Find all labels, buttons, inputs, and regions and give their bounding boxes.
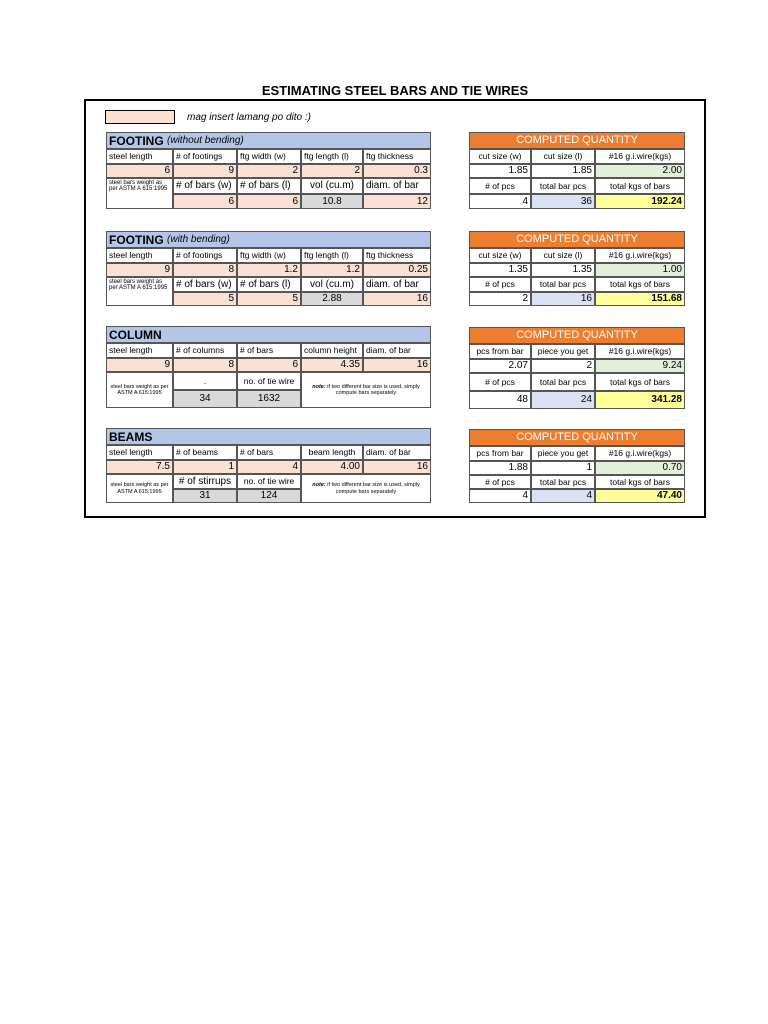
beams-input-diam[interactable]: 16 (363, 460, 431, 474)
column-lbl-dot: . (173, 372, 237, 390)
footing2-astm-note: steel bars weight as per ASTM A 615:1995 (106, 277, 173, 306)
footing1-lbl-bars-w: # of bars (w) (173, 178, 237, 194)
beams-input-beams[interactable]: 1 (173, 460, 237, 474)
column-total-kgs: 341.28 (595, 391, 685, 409)
footing2-input-thickness[interactable]: 0.25 (363, 263, 431, 277)
beams-hdr-length: beam length (301, 445, 363, 460)
footing1-hdr-steel-length: steel length (106, 149, 173, 164)
column-pcs-from-bar: 2.07 (469, 359, 531, 373)
column-note-text: if two different bar size is used, simply compute bars separately (325, 383, 420, 396)
beams-note-text: if two different bar size is used, simply compute bars separately (325, 482, 420, 495)
beams-hdr-total-kgs: total kgs of bars (595, 475, 685, 489)
footing1-total-kgs: 192.24 (595, 194, 685, 209)
footing1-hdr-thickness: ftg thickness (363, 149, 431, 164)
footing1-input-bars-l[interactable]: 6 (237, 194, 301, 209)
beams-hdr-total-pcs: total bar pcs (531, 475, 595, 489)
column-title: COLUMN (109, 327, 162, 342)
beams-hdr-pcs: # of pcs (469, 475, 531, 489)
footing1-output-vol: 10.8 (301, 194, 363, 209)
beams-lbl-tie-wire: no. of tie wire (237, 474, 301, 489)
column-hdr-pcs-from-bar: pcs from bar (469, 344, 531, 359)
column-input-diam[interactable]: 16 (363, 358, 431, 372)
column-computed-header: COMPUTED QUANTITY (469, 327, 685, 344)
footing1-lbl-bars-l: # of bars (l) (237, 178, 301, 194)
column-input-columns[interactable]: 8 (173, 358, 237, 372)
footing2-lbl-bars-l: # of bars (l) (237, 277, 301, 292)
footing2-giwire: 1.00 (595, 263, 685, 277)
beams-hdr-piece-get: piece you get (531, 446, 595, 461)
beams-hdr-pcs-from-bar: pcs from bar (469, 446, 531, 461)
beams-hdr-bars: # of bars (237, 445, 301, 460)
beams-input-steel-length[interactable]: 7.5 (106, 460, 173, 474)
column-hdr-piece-get: piece you get (531, 344, 595, 359)
beams-giwire: 0.70 (595, 461, 685, 475)
footing2-input-width[interactable]: 1.2 (237, 263, 301, 277)
footing1-input-steel-length[interactable]: 6 (106, 164, 173, 178)
footing2-subtitle: (with bending) (167, 233, 230, 245)
column-hdr-columns: # of columns (173, 343, 237, 358)
footing1-hdr-giwire: #16 g.i.wire(kgs) (595, 149, 685, 164)
beams-astm-note: steel bars weight as per ASTM A 615:1995 (106, 474, 173, 503)
beams-output-stirrups: 31 (173, 489, 237, 503)
footing2-cut-l: 1.35 (531, 263, 595, 277)
footing2-header (106, 231, 431, 248)
input-legend-text: mag insert lamang po dito :) (187, 112, 311, 123)
footing1-input-footings[interactable]: 9 (173, 164, 237, 178)
footing1-hdr-width: ftg width (w) (237, 149, 301, 164)
footing2-total-pcs: 16 (531, 292, 595, 306)
footing2-output-vol: 2.88 (301, 292, 363, 306)
column-hdr-diam: diam. of bar (363, 343, 431, 358)
beams-multi-bar-note (301, 474, 431, 503)
column-total-pcs: 24 (531, 391, 595, 409)
column-giwire: 9.24 (595, 359, 685, 373)
footing2-input-bars-w[interactable]: 5 (173, 292, 237, 306)
footing1-subtitle: (without bending) (167, 134, 244, 146)
column-input-height[interactable]: 4.35 (301, 358, 363, 372)
footing1-hdr-footings: # of footings (173, 149, 237, 164)
column-output-stirrups: 34 (173, 390, 237, 408)
column-hdr-total-kgs: total kgs of bars (595, 373, 685, 391)
footing2-cut-w: 1.35 (469, 263, 531, 277)
footing1-computed-header: COMPUTED QUANTITY (469, 132, 685, 149)
beams-title: BEAMS (109, 429, 153, 444)
column-input-bars[interactable]: 6 (237, 358, 301, 372)
input-legend-swatch (105, 110, 175, 124)
column-astm-note: steel bars weight as per ASTM A 615:1995 (106, 372, 173, 408)
beams-note-label: note: (312, 482, 326, 489)
beams-piece-get: 1 (531, 461, 595, 475)
beams-hdr-beams: # of beams (173, 445, 237, 460)
footing2-hdr-length: ftg length (l) (301, 248, 363, 263)
column-note-label: note: (312, 383, 326, 390)
footing1-cut-l: 1.85 (531, 164, 595, 178)
footing2-hdr-footings: # of footings (173, 248, 237, 263)
column-hdr-pcs: # of pcs (469, 373, 531, 391)
beams-hdr-giwire: #16 g.i.wire(kgs) (595, 446, 685, 461)
footing2-computed-header: COMPUTED QUANTITY (469, 231, 685, 248)
column-input-steel-length[interactable]: 9 (106, 358, 173, 372)
footing1-header (106, 132, 431, 149)
footing2-hdr-width: ftg width (w) (237, 248, 301, 263)
beams-output-tie-wire: 124 (237, 489, 301, 503)
footing2-hdr-steel-length: steel length (106, 248, 173, 263)
footing1-giwire: 2.00 (595, 164, 685, 178)
footing1-pcs: 4 (469, 194, 531, 209)
footing1-input-thickness[interactable]: 0.3 (363, 164, 431, 178)
footing2-lbl-diam: diam. of bar (363, 277, 431, 292)
footing1-hdr-pcs: # of pcs (469, 178, 531, 194)
page-title: ESTIMATING STEEL BARS AND TIE WIRES (261, 83, 529, 98)
footing1-hdr-cut-l: cut size (l) (531, 149, 595, 164)
footing2-hdr-cut-w: cut size (w) (469, 248, 531, 263)
footing2-pcs: 2 (469, 292, 531, 306)
footing1-input-diam[interactable]: 12 (363, 194, 431, 209)
footing1-cut-w: 1.85 (469, 164, 531, 178)
beams-lbl-stirrups: # of stirrups (173, 474, 237, 489)
column-pcs: 48 (469, 391, 531, 409)
column-piece-get: 2 (531, 359, 595, 373)
column-multi-bar-note (301, 372, 431, 408)
beams-hdr-diam: diam. of bar (363, 445, 431, 460)
beams-input-bars[interactable]: 4 (237, 460, 301, 474)
beams-total-kgs: 47.40 (595, 489, 685, 503)
column-hdr-steel-length: steel length (106, 343, 173, 358)
column-hdr-bars: # of bars (237, 343, 301, 358)
footing1-hdr-total-pcs: total bar pcs (531, 178, 595, 194)
footing2-input-steel-length[interactable]: 9 (106, 263, 173, 277)
footing2-hdr-total-pcs: total bar pcs (531, 277, 595, 292)
footing2-input-length[interactable]: 1.2 (301, 263, 363, 277)
beams-header (106, 428, 431, 445)
footing2-lbl-bars-w: # of bars (w) (173, 277, 237, 292)
footing2-hdr-pcs: # of pcs (469, 277, 531, 292)
footing2-lbl-vol: vol (cu.m) (301, 277, 363, 292)
footing2-hdr-cut-l: cut size (l) (531, 248, 595, 263)
column-hdr-total-pcs: total bar pcs (531, 373, 595, 391)
footing1-input-width[interactable]: 2 (237, 164, 301, 178)
footing1-input-bars-w[interactable]: 6 (173, 194, 237, 209)
column-lbl-tie-wire: no. of tie wire (237, 372, 301, 390)
footing2-total-kgs: 151.68 (595, 292, 685, 306)
column-hdr-height: column height (301, 343, 363, 358)
column-header (106, 326, 431, 343)
beams-pcs: 4 (469, 489, 531, 503)
footing2-input-bars-l[interactable]: 5 (237, 292, 301, 306)
beams-hdr-steel-length: steel length (106, 445, 173, 460)
column-output-tie-wire: 1632 (237, 390, 301, 408)
footing1-total-pcs: 36 (531, 194, 595, 209)
footing1-hdr-cut-w: cut size (w) (469, 149, 531, 164)
footing2-hdr-total-kgs: total kgs of bars (595, 277, 685, 292)
beams-input-length[interactable]: 4.00 (301, 460, 363, 474)
footing1-lbl-vol: vol (cu.m) (301, 178, 363, 194)
footing2-input-footings[interactable]: 8 (173, 263, 237, 277)
footing2-title: FOOTING (109, 232, 164, 247)
footing2-hdr-giwire: #16 g.i.wire(kgs) (595, 248, 685, 263)
footing1-title: FOOTING (109, 133, 164, 148)
footing2-input-diam[interactable]: 16 (363, 292, 431, 306)
beams-pcs-from-bar: 1.88 (469, 461, 531, 475)
footing2-hdr-thickness: ftg thickness (363, 248, 431, 263)
column-hdr-giwire: #16 g.i.wire(kgs) (595, 344, 685, 359)
footing1-input-length[interactable]: 2 (301, 164, 363, 178)
beams-computed-header: COMPUTED QUANTITY (469, 429, 685, 446)
footing1-lbl-diam: diam. of bar (363, 178, 431, 194)
footing1-astm-note: steel bars weight as per ASTM A 615:1995 (106, 178, 173, 209)
footing1-hdr-total-kgs: total kgs of bars (595, 178, 685, 194)
beams-total-pcs: 4 (531, 489, 595, 503)
footing1-hdr-length: ftg length (l) (301, 149, 363, 164)
